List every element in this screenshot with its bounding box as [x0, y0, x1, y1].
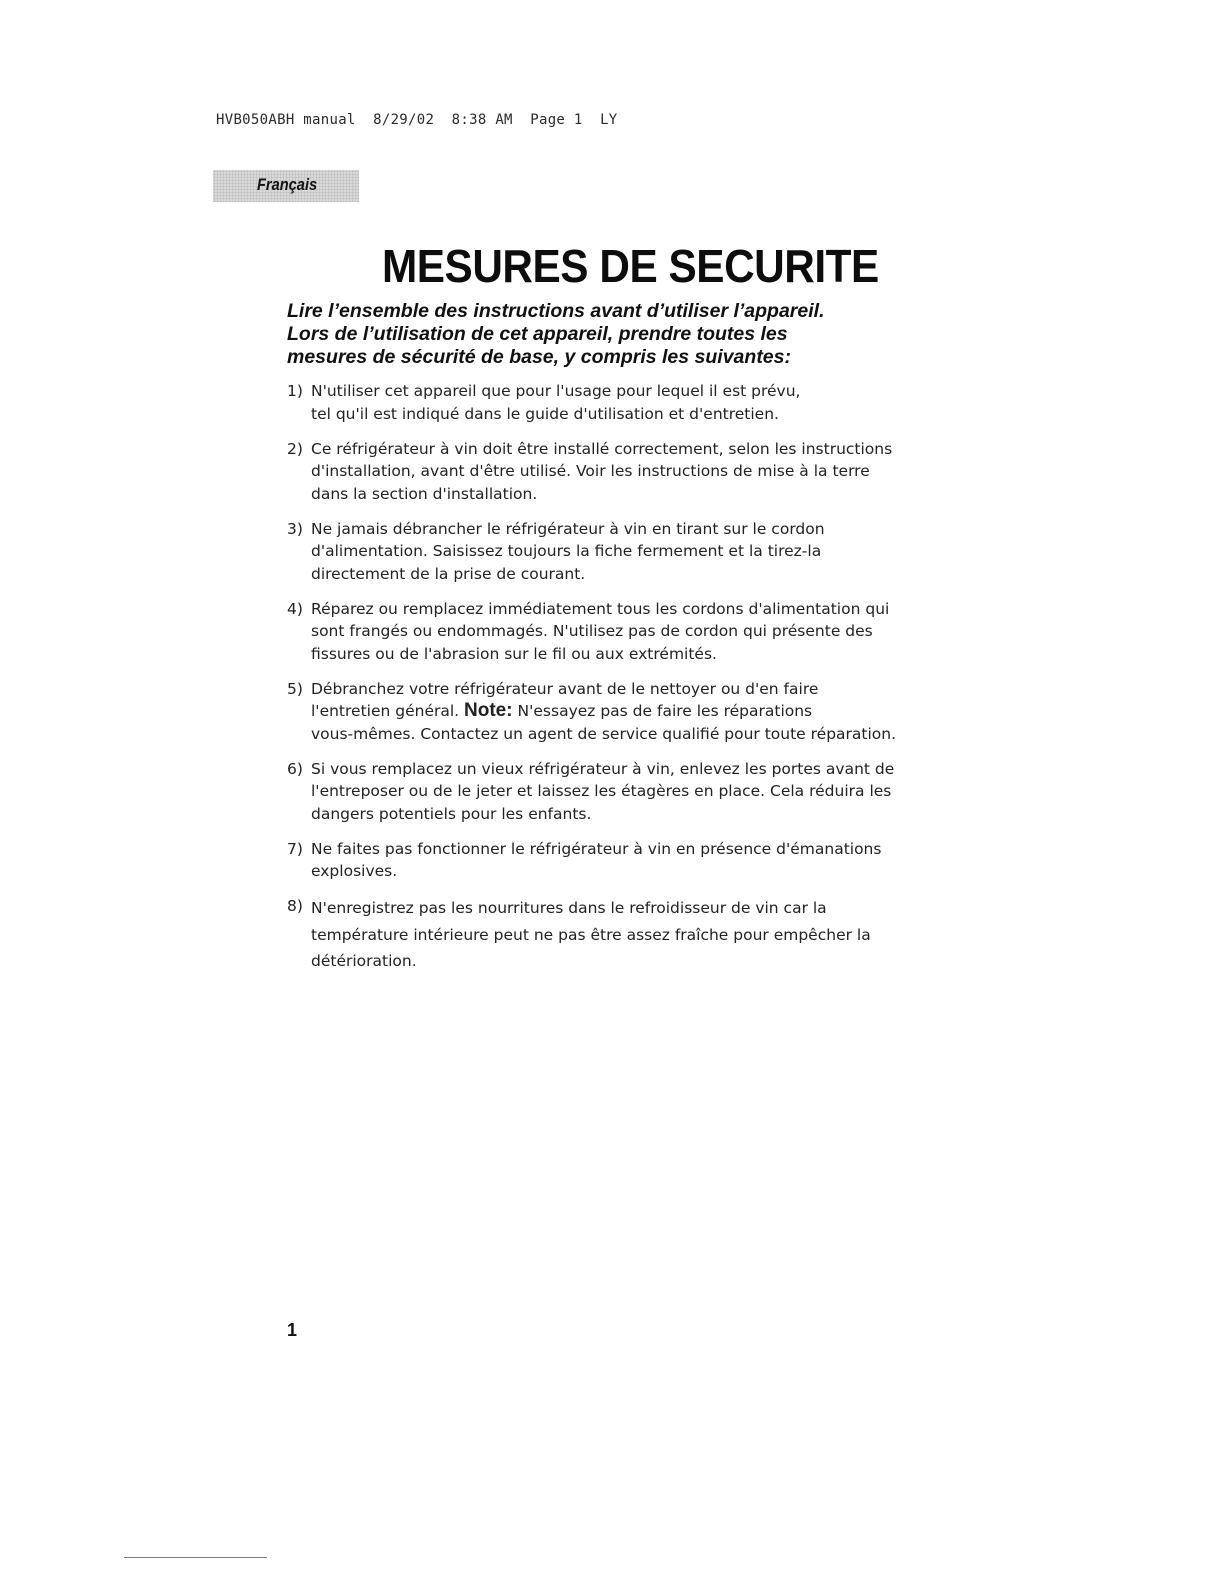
item-number: 5)	[287, 679, 303, 698]
list-item	[287, 838, 947, 883]
item-number: 2)	[287, 439, 303, 458]
item-text: l'entretien général.	[311, 702, 460, 720]
list-item	[287, 380, 947, 425]
footer-rule	[124, 1557, 267, 1558]
list-item	[287, 895, 947, 975]
item-line: Ne jamais débrancher le réfrigérateur à vin en tirant sur le cordon	[311, 519, 825, 538]
list-item	[287, 598, 947, 666]
language-tab	[213, 170, 359, 202]
list-item	[287, 758, 947, 826]
item-line: dangers potentiels pour les enfants.	[311, 804, 592, 823]
item-line: N'enregistrez pas les nourritures dans le refroidisseur de vin car la	[311, 899, 827, 917]
print-header: HVB050ABH manual 8/29/02 8:38 AM Page 1 LY	[216, 112, 618, 128]
note-label: Note:	[464, 700, 513, 721]
item-line: Débranchez votre réfrigérateur avant de le nettoyer ou d'en faire	[311, 679, 819, 698]
item-number: 6)	[287, 759, 303, 778]
item-line: Si vous remplacez un vieux réfrigérateur à vin, enlevez les portes avant de	[311, 759, 895, 778]
item-line: sont frangés ou endommagés. N'utilisez pas de cordon qui présente des	[311, 622, 873, 640]
item-line: d'alimentation. Saisissez toujours la fiche fermement et la tirez-la	[311, 542, 822, 560]
item-text: N'essayez pas de faire les réparations	[517, 702, 813, 720]
safety-instructions-list	[287, 380, 947, 987]
intro-line: Lire l’ensemble des instructions avant d’utiliser l’appareil.	[287, 300, 825, 322]
item-number: 1)	[287, 382, 303, 400]
item-line: fissures ou de l'abrasion sur le fil ou aux extrémités.	[311, 644, 717, 663]
item-line: vous-mêmes. Contactez un agent de service qualifié pour toute réparation.	[311, 724, 897, 743]
item-line: détérioration.	[311, 952, 417, 970]
item-number: 4)	[287, 599, 303, 618]
intro-text	[287, 300, 927, 369]
page-number: 1	[287, 1320, 298, 1340]
item-line: Ne faites pas fonctionner le réfrigérateur à vin en présence d'émanations	[311, 839, 882, 858]
item-line: tel qu'il est indiqué dans le guide d'utilisation et d'entretien.	[311, 404, 779, 423]
language-tab-label: Français	[257, 175, 318, 194]
page-title: MESURES DE SECURITE	[382, 240, 879, 292]
item-number: 7)	[287, 839, 303, 858]
item-line: Réparez ou remplacez immédiatement tous les cordons d'alimentation qui	[311, 599, 890, 618]
item-line: explosives.	[311, 862, 398, 880]
intro-line: mesures de sécurité de base, y compris les suivantes:	[287, 346, 791, 368]
item-line: température intérieure peut ne pas être assez fraîche pour empêcher la	[311, 925, 871, 944]
item-line: l'entreposer ou de le jeter et laissez les étagères en place. Cela réduira les	[311, 782, 892, 800]
item-line: d'installation, avant d'être utilisé. Voir les instructions de mise à la terre	[311, 462, 870, 480]
item-line: N'utiliser cet appareil que pour l'usage pour lequel il est prévu,	[311, 382, 801, 400]
item-line-with-note	[311, 700, 947, 723]
item-number: 8)	[287, 897, 303, 915]
item-line: dans la section d'installation.	[311, 484, 538, 503]
list-item	[287, 678, 947, 746]
item-number: 3)	[287, 519, 303, 538]
list-item	[287, 518, 947, 586]
list-item	[287, 438, 947, 506]
intro-line: Lors de l’utilisation de cet appareil, prendre toutes les	[287, 323, 788, 345]
item-line: directement de la prise de courant.	[311, 564, 586, 583]
item-line: Ce réfrigérateur à vin doit être installé correctement, selon les instructions	[311, 439, 893, 458]
